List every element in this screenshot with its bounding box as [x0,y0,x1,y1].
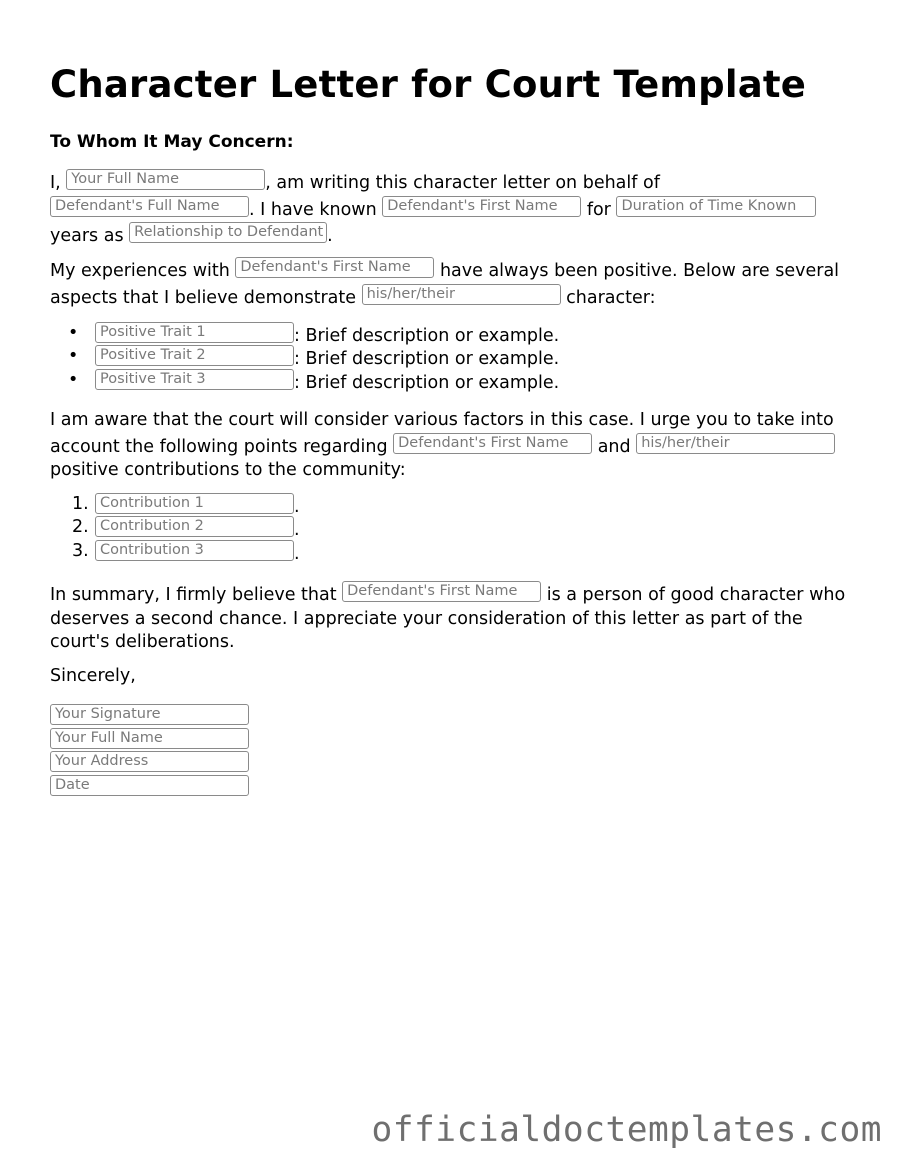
defendant-first-name-field[interactable]: Defendant's First Name [382,196,581,217]
your-full-name-field[interactable]: Your Full Name [66,169,265,190]
salutation: To Whom It May Concern: [50,132,294,152]
list-item [50,493,300,516]
intro-text-3: . I have known [249,199,383,220]
contributions-list [50,493,300,563]
intro-paragraph [50,169,860,249]
traits-list [50,322,559,392]
contribution-field[interactable]: Contribution 3 [95,540,294,561]
bullet: • [68,323,79,343]
bullet: • [68,369,79,390]
positive-trait-field[interactable]: Positive Trait 3 [95,369,294,390]
defendant-full-name-field[interactable]: Defendant's Full Name [50,196,249,217]
contribution-suffix: . [294,543,300,564]
address-field[interactable]: Your Address [50,751,249,772]
contribution-field[interactable]: Contribution 1 [95,493,294,514]
date-field[interactable]: Date [50,775,249,796]
trait-description: : Brief description or example. [294,372,560,393]
intro-text-2: , am writing this character letter on behalf of [265,173,660,193]
experience-text-1: My experiences with [50,261,236,281]
signature-block [50,704,249,798]
pronoun-field[interactable]: his/her/their [362,284,561,305]
list-number: 3. [72,540,89,561]
full-name-field[interactable]: Your Full Name [50,728,249,749]
contributions-text-1: I am aware that the court will consider various factors in this case. I urge you to take into account the following points regarding [50,410,834,457]
contribution-suffix: . [294,520,300,541]
relationship-field[interactable]: Relationship to Defendant [129,222,327,243]
intro-text-4: for [581,199,617,220]
intro-text-1: I, [50,173,67,193]
intro-text-6: . [327,226,333,246]
defendant-first-name-field[interactable]: Defendant's First Name [393,433,592,454]
list-item [50,369,559,392]
defendant-first-name-field[interactable]: Defendant's First Name [235,257,434,278]
page-title: Character Letter for Court Template [50,63,807,106]
signature-field[interactable]: Your Signature [50,704,249,725]
positive-trait-field[interactable]: Positive Trait 1 [95,322,294,343]
positive-trait-field[interactable]: Positive Trait 2 [95,345,294,366]
list-item [50,516,300,539]
contributions-text-3: positive contributions to the community: [50,460,406,480]
contribution-field[interactable]: Contribution 2 [95,516,294,537]
bullet: • [68,346,79,367]
experience-text-2: have always been positive. Below are several aspects that I believe demonstrate [50,261,840,308]
duration-known-field[interactable]: Duration of Time Known [616,196,816,217]
trait-description: : Brief description or example. [294,326,560,346]
closing: Sincerely, [50,666,136,686]
trait-description: : Brief description or example. [294,349,560,370]
summary-paragraph [50,581,860,655]
contributions-paragraph [50,409,860,483]
site-watermark: officialdoctemplates.com [371,1110,882,1150]
list-item [50,345,559,368]
summary-text-1: In summary, I firmly believe that [50,585,343,605]
experience-text-3: character: [560,287,656,308]
list-item [50,540,300,563]
intro-text-5: years as [50,226,130,246]
contributions-text-2: and [592,436,637,457]
summary-text-2: is a person of good character who deserves a second chance. I appreciate your consideration of this letter as part of the court's deliberations. [50,585,846,652]
list-number: 2. [72,517,89,538]
pronoun-field[interactable]: his/her/their [636,433,835,454]
list-item [50,322,559,345]
experience-paragraph [50,257,860,310]
list-number: 1. [72,494,89,514]
defendant-first-name-field[interactable]: Defendant's First Name [342,581,541,602]
contribution-suffix: . [294,497,300,517]
